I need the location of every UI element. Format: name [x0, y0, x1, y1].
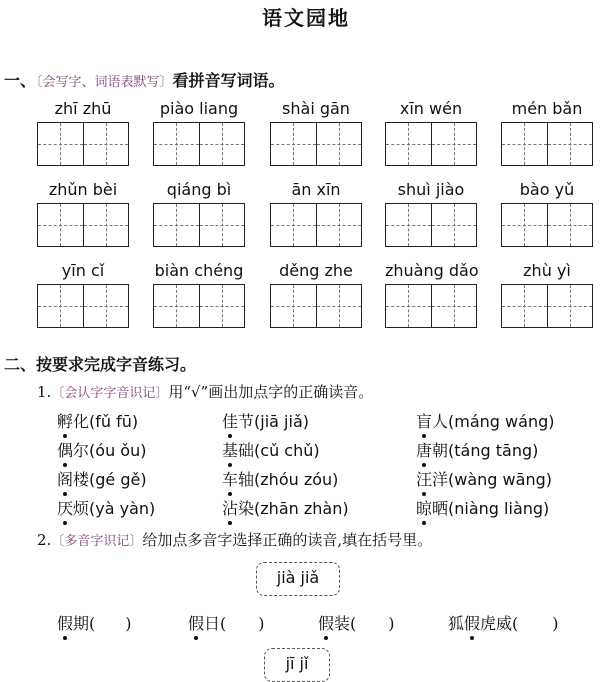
pinyin-choices[interactable]: (óu ǒu)	[89, 441, 147, 460]
writing-box[interactable]	[153, 284, 245, 328]
pinyin-label: qiáng bì	[166, 180, 232, 199]
character: 朝	[432, 441, 449, 460]
pinyin-label: zhù yì	[523, 261, 571, 280]
section-2-title: 按要求完成字音练习。	[36, 355, 197, 374]
writing-box[interactable]	[385, 284, 477, 328]
character: 染	[238, 499, 255, 518]
word-rest: 装(	[334, 614, 357, 633]
pinyin-choices[interactable]: (jiā jiǎ)	[254, 412, 309, 431]
pinyin-choices[interactable]: (cǔ chǔ)	[254, 441, 320, 460]
pinyin-label: biàn chéng	[154, 261, 244, 280]
close-paren: )	[552, 614, 559, 633]
pinyin-label: yīn cǐ	[61, 261, 105, 280]
polyphonic-word	[188, 611, 265, 634]
polyphonic-word	[448, 611, 559, 634]
tian-zi-cell[interactable]	[316, 204, 362, 246]
dotted-character: 唐	[416, 438, 432, 461]
pinyin-label: piào liang	[159, 99, 239, 118]
tian-zi-cell[interactable]	[431, 204, 477, 246]
character: 晒	[432, 499, 449, 518]
writing-box[interactable]	[385, 203, 477, 247]
character: 轴	[238, 470, 255, 489]
tian-zi-cell[interactable]	[431, 123, 477, 165]
pinyin-choices[interactable]: (máng wáng)	[448, 412, 555, 431]
pronunciation-item	[222, 496, 349, 519]
pronunciation-item	[57, 438, 146, 461]
pronunciation-item	[222, 409, 309, 432]
tian-zi-cell[interactable]	[547, 204, 593, 246]
pinyin-label: bào yǔ	[519, 180, 575, 199]
pinyin-choices[interactable]: (yà yàn)	[89, 499, 156, 518]
word-rest: 期(	[73, 614, 96, 633]
tian-zi-cell[interactable]	[154, 285, 199, 327]
reading-options-box: jià jiǎ	[256, 562, 340, 596]
character: 节	[238, 412, 255, 431]
dotted-character: 佳	[222, 409, 238, 432]
pinyin-label: shuì jiào	[397, 180, 465, 199]
reading-options-box-2: jī jǐ	[264, 648, 330, 682]
dotted-character: 晾	[416, 496, 432, 519]
pronunciation-item	[222, 438, 320, 461]
question-2-number: 2.	[37, 531, 52, 549]
question-2-heading	[37, 529, 432, 550]
question-2-instruction: 给加点多音字选择正确的读音,填在括号里。	[142, 531, 433, 549]
dotted-character: 阁	[57, 467, 73, 490]
dotted-character: 孵	[57, 409, 73, 432]
pinyin-label: shài gān	[282, 99, 350, 118]
pinyin-label: zhī zhū	[54, 99, 112, 118]
writing-box[interactable]	[153, 203, 245, 247]
dotted-character: 盲	[416, 409, 432, 432]
tian-zi-cell[interactable]	[386, 123, 431, 165]
polyphonic-word	[57, 611, 132, 634]
writing-box[interactable]	[37, 122, 129, 166]
tian-zi-cell[interactable]	[199, 285, 245, 327]
tian-zi-cell[interactable]	[154, 123, 199, 165]
writing-box[interactable]	[270, 284, 362, 328]
character: 化	[73, 412, 90, 431]
character: 洋	[432, 470, 449, 489]
tian-zi-cell[interactable]	[199, 123, 245, 165]
section-1-heading	[4, 68, 285, 91]
pinyin-choices[interactable]: (zhān zhàn)	[254, 499, 349, 518]
question-1-heading	[37, 381, 373, 402]
pronunciation-item	[416, 467, 552, 490]
tian-zi-cell[interactable]	[271, 123, 316, 165]
writing-box[interactable]	[385, 122, 477, 166]
writing-box[interactable]	[270, 122, 362, 166]
tian-zi-cell[interactable]	[271, 204, 316, 246]
character: 础	[238, 441, 255, 460]
close-paren: )	[125, 614, 132, 633]
writing-box[interactable]	[501, 203, 593, 247]
section-1-tag: 〔会写字、词语表默写〕	[36, 75, 173, 90]
pronunciation-item	[57, 496, 155, 519]
tian-zi-cell[interactable]	[316, 285, 362, 327]
dotted-character: 偶	[57, 438, 73, 461]
writing-box[interactable]	[501, 122, 593, 166]
tian-zi-cell[interactable]	[38, 123, 83, 165]
dotted-character: 假	[318, 611, 334, 634]
question-1-number: 1.	[37, 383, 52, 401]
tian-zi-cell[interactable]	[154, 204, 199, 246]
writing-box[interactable]	[37, 284, 129, 328]
writing-box[interactable]	[270, 203, 362, 247]
section-1-number: 一、	[4, 71, 37, 90]
tian-zi-cell[interactable]	[502, 204, 547, 246]
dotted-character: 沾	[222, 496, 238, 519]
tian-zi-cell[interactable]	[502, 123, 547, 165]
character: 狐	[448, 614, 465, 633]
page-title: 语文园地	[262, 6, 350, 30]
pinyin-choices[interactable]: (zhóu zóu)	[254, 470, 339, 489]
tian-zi-cell[interactable]	[83, 123, 129, 165]
close-paren: )	[258, 614, 265, 633]
dotted-character: 车	[222, 467, 238, 490]
tian-zi-cell[interactable]	[386, 285, 431, 327]
pinyin-label: ān xīn	[291, 180, 341, 199]
question-2-tag: 〔多音字识记〕	[51, 534, 143, 549]
writing-box[interactable]	[501, 284, 593, 328]
pinyin-choices[interactable]: (niàng liàng)	[448, 499, 550, 518]
pronunciation-item	[416, 409, 554, 432]
character: 烦	[73, 499, 90, 518]
tian-zi-cell[interactable]	[199, 204, 245, 246]
question-1-instruction: 用“√”画出加点字的正确读音。	[168, 383, 374, 401]
tian-zi-cell[interactable]	[386, 204, 431, 246]
tian-zi-cell[interactable]	[431, 285, 477, 327]
pinyin-label: zhuàng dǎo	[385, 261, 479, 280]
question-1-tag: 〔会认字字音识记〕	[51, 386, 169, 401]
tian-zi-cell[interactable]	[38, 204, 83, 246]
dotted-character: 汪	[416, 467, 432, 490]
pronunciation-item	[57, 409, 138, 432]
tian-zi-cell[interactable]	[83, 285, 129, 327]
tian-zi-cell[interactable]	[271, 285, 316, 327]
pronunciation-item	[222, 467, 338, 490]
tian-zi-cell[interactable]	[547, 285, 593, 327]
section-2-heading	[4, 352, 196, 375]
pinyin-choices[interactable]: (táng tāng)	[448, 441, 539, 460]
pinyin-choices[interactable]: (wàng wāng)	[448, 470, 552, 489]
writing-box[interactable]	[153, 122, 245, 166]
close-paren: )	[388, 614, 395, 633]
dotted-character: 假	[57, 611, 73, 634]
pinyin-label: zhǔn bèi	[48, 180, 118, 199]
dotted-character: 假	[464, 611, 480, 634]
character: 楼	[73, 470, 90, 489]
pinyin-label: xīn wén	[399, 99, 463, 118]
polyphonic-word	[318, 611, 395, 634]
dotted-character: 假	[188, 611, 204, 634]
pinyin-label: mén bǎn	[511, 99, 583, 118]
tian-zi-cell[interactable]	[547, 123, 593, 165]
word-rest: 虎威(	[480, 614, 519, 633]
character: 尔	[73, 441, 90, 460]
pronunciation-item	[416, 438, 538, 461]
dotted-character: 基	[222, 438, 238, 461]
pronunciation-item	[416, 496, 549, 519]
pinyin-choices[interactable]: (gé gě)	[89, 470, 147, 489]
section-2-number: 二、	[4, 355, 37, 374]
section-1-instruction: 看拼音写词语。	[172, 71, 285, 90]
dotted-character: 厌	[57, 496, 73, 519]
tian-zi-cell[interactable]	[83, 204, 129, 246]
tian-zi-cell[interactable]	[38, 285, 83, 327]
pinyin-choices[interactable]: (fǔ fū)	[89, 412, 139, 431]
pinyin-label: děng zhe	[279, 261, 353, 280]
character: 人	[432, 412, 449, 431]
pronunciation-item	[57, 467, 147, 490]
tian-zi-cell[interactable]	[316, 123, 362, 165]
tian-zi-cell[interactable]	[502, 285, 547, 327]
word-rest: 日(	[204, 614, 227, 633]
writing-box[interactable]	[37, 203, 129, 247]
